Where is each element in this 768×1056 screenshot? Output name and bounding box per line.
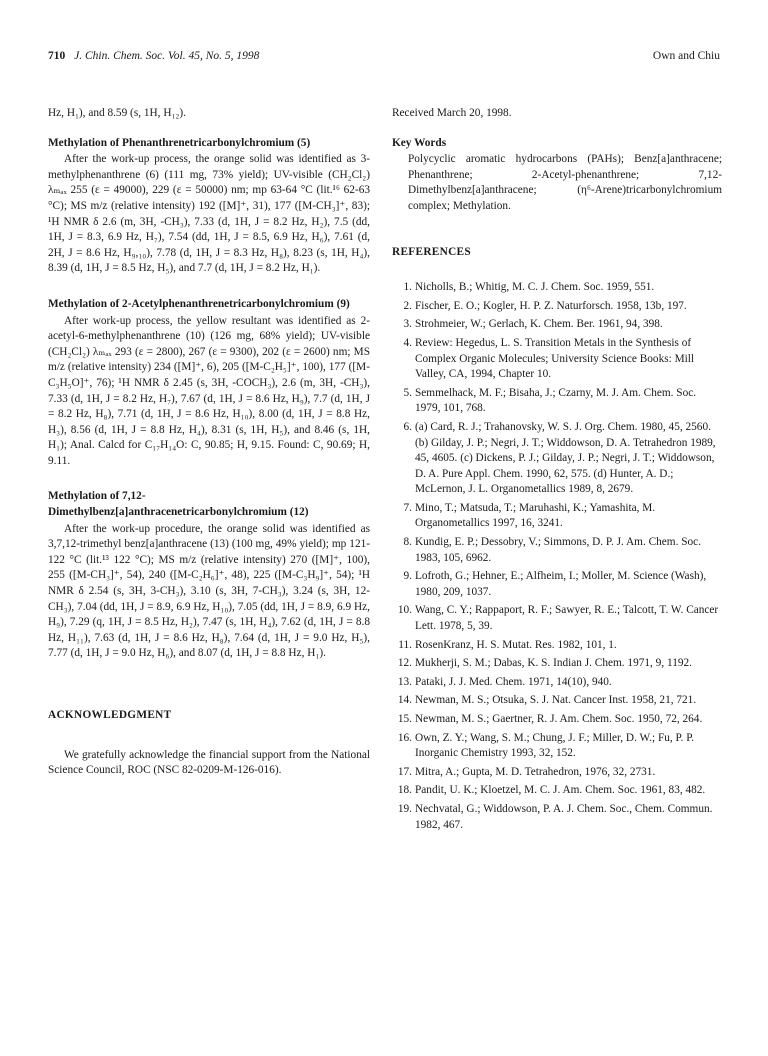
reference-number: 13.: [397, 675, 412, 688]
references-heading: REFERENCES: [392, 245, 471, 258]
journal-citation: J. Chin. Chem. Soc. Vol. 45, No. 5, 1998: [74, 50, 260, 62]
section-heading: Methylation of 2-Acetylphenanthrenetricarbonylchromium (9): [48, 297, 350, 310]
reference-item: [392, 336, 722, 383]
reference-number: 18.: [397, 784, 412, 797]
reference-item: [392, 783, 722, 799]
reference-item: [392, 280, 722, 296]
reference-number: 11.: [398, 638, 412, 651]
reference-number: 5.: [403, 386, 412, 399]
section-body: After work-up process, the yellow resultant was identified as 2-acetyl-6-methylphenanthrene (10) (126 mg, 68% yield); UV-visible (CH₂Cl₂) λₘₐₓ 293 (ε = 2800), 267 (ε = 9300), 202 (ε = 2600) nm; MS m/z (relative intensity) 234 ([M]⁺, 6), 205 ([M-C₂H₅]⁺, 100), 177 ([M-C₃H₅O]⁺, 76); ¹H NMR δ 2.45 (s, 3H, -COCH₃), 2.6 (m, 3H, -CH₃), 7.33 (d, 1H, J = 8.2 Hz, H₇), 7.67 (d, 1H, J = 8.6 Hz, H₉), 7.7 (d, 1H, J = 8.2 Hz, H₈), 7.71 (d, 1H, J = 8.6 Hz, H₁₀), 8.00 (d, 1H, J = 8.8 Hz, H₃), 8.56 (d, 1H, J = 8.8 Hz, H₄), 8.31 (s, 1H, H₅), and 8.46 (s, 1H, H₁); Anal. Calcd for C₁₇H₁₄O: C, 90.85; H, 9.15. Found: C, 90.69; H, 9.11.: [48, 314, 370, 467]
reference-text: Nechvatal, G.; Widdowson, P. A. J. Chem. Soc., Chem. Commun. 1982, 467.: [415, 802, 713, 831]
section-heading: Methylation of Phenanthrenetricarbonylchromium (5): [48, 136, 311, 149]
section-heading: Methylation of 7,12-Dimethylbenz[a]anthracenetricarbonylchromium (12): [48, 490, 309, 519]
reference-number: 17.: [397, 765, 412, 778]
reference-number: 4.: [403, 336, 412, 349]
reference-number: 12.: [397, 657, 412, 670]
section-dimethylbenzanthracene: [48, 489, 370, 662]
section-body: After the work-up procedure, the orange solid was identified as 3,7,12-trimethyl benz[a]anthracene (13) (100 mg, 49% yield); mp 121-122 °C (lit.¹³ 122 °C); MS m/z (relative intensity) 270 ([M]⁺, 100), 255 ([M-CH₃]⁺, 54), 240 ([M-C₂H₆]⁺, 48), 225 ([M-C₃H₉]⁺, 54); ¹H NMR δ 2.54 (s, 3H, 3-CH₃), 3.10 (s, 3H, 7-CH₃), 3.24 (s, 3H, 12-CH₃), 7.04 (dd, 1H, J = 8.9, 6.9 Hz, H₁₀), 7.05 (dd, 1H, J = 8.9, 6.9 Hz, H₉), 7.29 (q, 1H, J = 8.5 Hz, H₂), 7.47 (s, 1H, H₄), 7.62 (d, 1H, J = 8.8 Hz, H₁₁), 7.63 (d, 1H, J = 8.6 Hz, H₈), 7.64 (d, 1H, J = 9.0 Hz, H₅), 7.77 (d, 1H, J = 9.0 Hz, H₆), and 8.07 (d, 1H, J = 8.8 Hz, H₁).: [48, 522, 370, 660]
reference-text: Newman, M. S.; Gaertner, R. J. Am. Chem. Soc. 1950, 72, 264.: [415, 713, 703, 725]
reference-item: [392, 386, 722, 417]
reference-text: Own, Z. Y.; Wang, S. M.; Chung, J. F.; Miller, D. W.; Fu, P. P. Inorganic Chemistry 1993, 32, 152.: [415, 731, 695, 760]
reference-item: [392, 603, 722, 634]
keywords-heading: Key Words: [392, 136, 447, 149]
reference-number: 14.: [397, 694, 412, 707]
reference-text: RosenKranz, H. S. Mutat. Res. 1982, 101, 1.: [415, 638, 617, 651]
reference-text: Mitra, A.; Gupta, M. D. Tetrahedron, 1976, 32, 2731.: [415, 765, 656, 778]
reference-item: [392, 802, 722, 833]
reference-item: [392, 638, 722, 654]
acknowledgment-body: We gratefully acknowledge the financial support from the National Science Council, ROC (NSC 82-0209-M-126-016).: [48, 748, 370, 777]
reference-item: [392, 317, 722, 333]
reference-number: 7.: [403, 501, 412, 514]
reference-text: Fischer, E. O.; Kogler, H. P. Z. Naturforsch. 1958, 13b, 197.: [415, 299, 687, 312]
running-header: [48, 50, 720, 68]
reference-text: Lofroth, G.; Hehner, E.; Alfheim, I.; Moller, M. Science (Wash), 1980, 209, 1037.: [415, 570, 707, 598]
reference-item: [392, 501, 722, 532]
reference-number: 6.: [403, 420, 412, 433]
reference-number: 19.: [397, 802, 412, 815]
reference-number: 16.: [397, 731, 412, 744]
reference-text: Nicholls, B.; Whitig, M. C. J. Chem. Soc. 1959, 551.: [415, 281, 655, 294]
keywords-section: [392, 136, 722, 215]
reference-text: Mino, T.; Matsuda, T.; Maruhashi, K.; Yamashita, M. Organometallics 1997, 16, 3241.: [415, 501, 656, 530]
reference-text: Review: Hegedus, L. S. Transition Metals in the Synthesis of Complex Organic Molecules; University Science Books: Mill Valley, CA, 1994, Chapter 10.: [415, 336, 695, 381]
page-number: 710: [48, 50, 66, 62]
reference-item: [392, 675, 722, 691]
reference-number: 2.: [403, 299, 412, 312]
reference-item: [392, 731, 722, 762]
reference-text: Pandit, U. K.; Kloetzel, M. C. J. Am. Chem. Soc. 1961, 83, 482.: [415, 784, 706, 797]
left-column: [48, 106, 370, 779]
carry-over-text: Hz, H₁), and 8.59 (s, 1H, H₁₂).: [48, 107, 186, 119]
reference-text: (a) Card, R. J.; Trahanovsky, W. S. J. Org. Chem. 1980, 45, 2560. (b) Gilday, J. P.; Negri, J. T.; Widdowson, D. A. Tetrahedron 1989, 45, 4605. (c) Dickens, P. J.; Gilday, J. P.; Negri, J. T.; Widdowson, D. A. Pure Appl. Chem. 1990, 62, 575. (d) Hunter, A. D.; McLernon, J. L. Organometallics 1989, 8, 2679.: [415, 420, 716, 496]
reference-item: [392, 299, 722, 315]
keywords-body: Polycyclic aromatic hydrocarbons (PAHs); Benz[a]anthracene; Phenanthrene; 2-Acetyl-phenanthrene; 7,12-Dimethylbenz[a]anthracene; (η⁶-Arene)tricarbonylchromium complex; Methylation.: [408, 153, 722, 212]
reference-number: 8.: [403, 536, 412, 549]
reference-item: [392, 535, 722, 566]
reference-number: 9.: [403, 570, 412, 583]
acknowledgment-heading: ACKNOWLEDGMENT: [48, 709, 172, 721]
reference-item: [392, 765, 722, 781]
reference-number: 15.: [397, 713, 412, 725]
received-date: Received March 20, 1998.: [392, 107, 512, 119]
reference-item: [392, 693, 722, 709]
reference-text: Strohmeier, W.; Gerlach, K. Chem. Ber. 1961, 94, 398.: [415, 318, 663, 331]
reference-item: [392, 712, 722, 728]
reference-text: Kundig, E. P.; Dessobry, V.; Simmons, D. P. J. Am. Chem. Soc. 1983, 105, 6962.: [415, 536, 702, 564]
section-acetylphenanthrene: [48, 297, 370, 470]
reference-text: Mukherji, S. M.; Dabas, K. S. Indian J. Chem. 1971, 9, 1192.: [415, 657, 692, 670]
acknowledgment-section: [48, 708, 370, 779]
header-left: [48, 50, 259, 62]
running-authors: Own and Chiu: [652, 50, 720, 62]
reference-text: Newman, M. S.; Otsuka, S. J. Nat. Cancer Inst. 1958, 21, 721.: [415, 694, 697, 707]
reference-number: 3.: [403, 318, 412, 331]
reference-number: 1.: [403, 281, 412, 294]
reference-text: Pataki, J. J. Med. Chem. 1971, 14(10), 940.: [415, 675, 612, 688]
reference-text: Wang, C. Y.; Rappaport, R. F.; Sawyer, R. E.; Talcott, T. W. Cancer Lett. 1978, 5, 39.: [415, 604, 719, 633]
reference-item: [392, 420, 722, 498]
references-list: [392, 280, 722, 833]
right-column: [392, 106, 722, 833]
section-body: After the work-up process, the orange solid was identified as 3-methylphenanthrene (6) (111 mg, 73% yield); UV-visible (CH₂Cl₂) λₘₐₓ 255 (ε = 49000), 229 (ε = 50000) nm; mp 63-64 °C (lit.¹⁶ 62-63 °C); MS m/z (relative intensity) 192 ([M]⁺, 31), 177 ([M-CH₃]⁺, 83); ¹H NMR δ 2.6 (m, 3H, -CH₃), 7.33 (d, 1H, J = 8.2 Hz, H₂), 7.5 (dd, 1H, J = 8.3, 6.9 Hz, H₇), 7.54 (dd, 1H, J = 8.5, 6.9 Hz, H₆), 7.61 (d, 2H, J = 8.6 Hz, H₉,₁₀), 7.78 (d, 1H, J = 8.3 Hz, H₈), 8.23 (s, 1H, H₄), 8.39 (d, 1H, J = 8.5 Hz, H₅), and 7.7 (d, 1H, J = 8.2 Hz, H₁).: [48, 153, 370, 275]
reference-number: 10.: [397, 604, 412, 617]
reference-item: [392, 656, 722, 672]
section-phenanthrene: [48, 136, 370, 277]
reference-text: Semmelhack, M. F.; Bisaha, J.; Czarny, M. J. Am. Chem. Soc. 1979, 101, 768.: [415, 386, 697, 415]
reference-item: [392, 569, 722, 600]
